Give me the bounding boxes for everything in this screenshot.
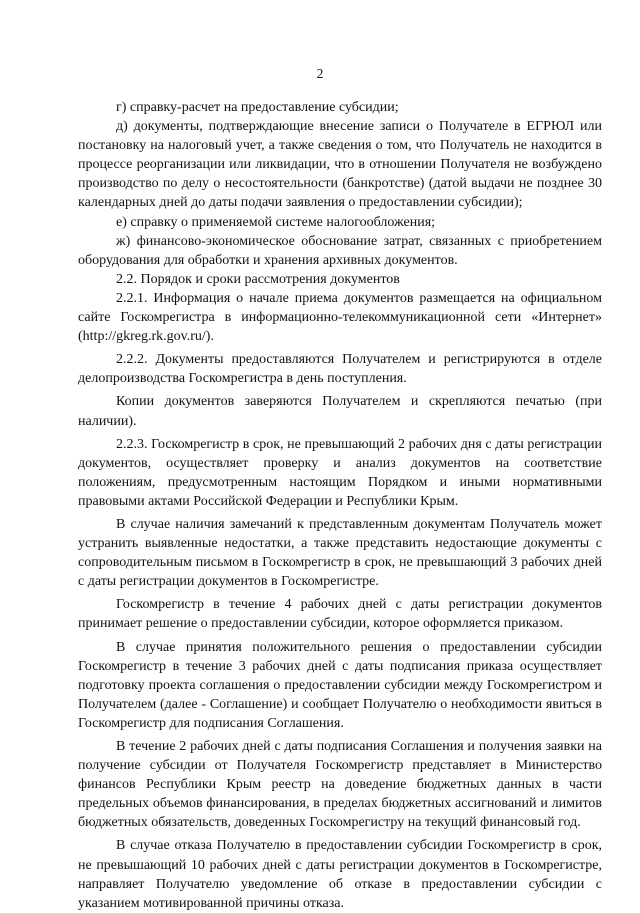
paragraph-2-2-2: 2.2.2. Документы предоставляются Получателем и регистрируются в отделе делопроизводства Госкомрегистра в день поступления. [78, 352, 602, 387]
paragraph-item-g: г) справку-расчет на предоставление субсидии; [116, 100, 399, 115]
paragraph-2-2-3: 2.2.3. Госкомрегистр в срок, не превышающий 2 рабочих дня с даты регистрации документов, осуществляет проверку и анализ документов на соответствие положениям, предусмотренным настоящим Порядком и иными нормативными правовыми актами Российской Федерации и Республики Крым. [78, 436, 602, 509]
paragraph-2-2-1: 2.2.1. Информация о начале приема документов размещается на официальном сайте Госкомрегистра в информационно-телекоммуникационной сети «Интернет» (http://gkreg.rk.gov.ru/). [78, 290, 602, 345]
paragraph-item-zh: ж) финансово-экономическое обоснование затрат, связанных с приобретением оборудования для обработки и хранения архивных документов. [78, 233, 602, 268]
page-number: 2 [316, 66, 324, 81]
paragraph-copies: Копии документов заверяются Получателем и скрепляются печатью (при наличии). [78, 394, 602, 429]
paragraph-remarks: В случае наличия замечаний к представленным документам Получатель может устранить выявленные недостатки, а также представить недостающие документы с сопроводительным письмом в Госкомрегистр в срок, не превышающий 3 рабочих дней с даты регистрации документов в Госкомрегистре. [78, 516, 602, 590]
paragraph-positive-decision: В случае принятия положительного решения о предоставлении субсидии Госкомрегистр в течение 3 рабочих дней с даты подписания приказа осуществляет подготовку проекта соглашения о предоставлении субсидии между Госкомрегистром и Получателем (далее - Соглашение) и сообщает Получателю о необходимости явиться в Госкомрегистр для подписания Соглашения. [78, 639, 602, 731]
document-body [78, 98, 602, 913]
section-heading-2-2: 2.2. Порядок и сроки рассмотрения документов [116, 271, 400, 287]
paragraph-item-e: е) справку о применяемой системе налогообложения; [116, 214, 436, 230]
paragraph-refusal: В случае отказа Получателю в предоставлении субсидии Госкомрегистр в срок, не превышающий 10 рабочих дней с даты регистрации документов в Госкомрегистре, направляет Получателю уведомление об отказе в предоставлении субсидии с указанием мотивированной причины отказа. [78, 838, 602, 911]
paragraph-decision: Госкомрегистр в течение 4 рабочих дней с даты регистрации документов принимает решение о предоставлении субсидии, которое оформляется приказом. [78, 597, 602, 632]
paragraph-registry: В течение 2 рабочих дней с даты подписания Соглашения и получения заявки на получение субсидии от Получателя Госкомрегистр представляет в Министерство финансов Республики Крым реестр на доведение бюджетных данных в части предельных объемов финансирования, в пределах бюджетных ассигнований и лимитов бюджетных обязательств, доведенных Госкомрегистру на текущий финансовый год. [78, 739, 602, 831]
paragraph-item-d: д) документы, подтверждающие внесение записи о Получателе в ЕГРЮЛ или постановку на налоговый учет, а также сведения о том, что Получатель не находится в процессе реорганизации или ликвидации, что в отношении Получателя не возбуждено производство по делу о несостоятельности (банкротстве) (датой выдачи не позднее 30 календарных дней до даты подачи заявления о предоставлении субсидии); [78, 119, 602, 211]
